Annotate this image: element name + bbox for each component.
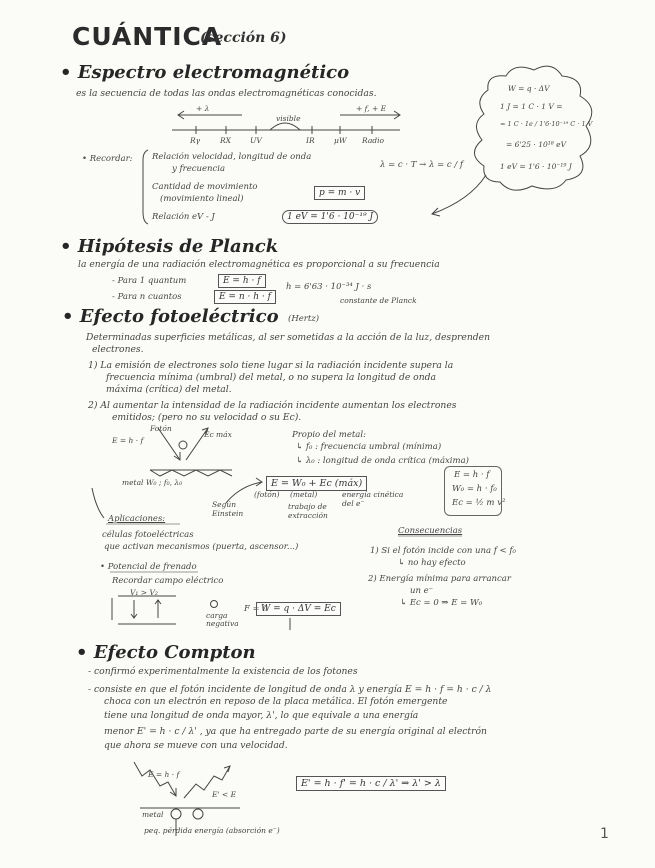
frenado-subtitle: Recordar campo eléctrico bbox=[112, 576, 224, 586]
side-eq-1: E = h · f bbox=[454, 470, 490, 480]
spectrum-heading: • Espectro electromagnético bbox=[60, 62, 350, 83]
page-subtitle: (sección 6) bbox=[200, 30, 287, 46]
planck-n-box: E = n · h · f bbox=[214, 290, 276, 304]
point-1-line-2: frecuencia mínima (umbral) del metal, o no supera la longitud de onda bbox=[106, 372, 436, 383]
aplicacion-2: que activan mecanismos (puerta, ascensor...) bbox=[104, 542, 299, 552]
compton-line-1: - confirmó experimentalmente la existencia de los fotones bbox=[88, 666, 358, 677]
compton-line-6: que ahora se mueve con una velocidad. bbox=[104, 740, 288, 751]
compton-equation-box: E' = h · f' = h · c / λ' ⇒ λ' > λ bbox=[296, 776, 446, 791]
f0-definition: ↳ f₀ : frecuencia umbral (mínima) bbox=[296, 442, 442, 452]
page-title: CUÁNTICA bbox=[72, 22, 223, 51]
frenado-heading: • Potencial de frenado bbox=[100, 562, 197, 572]
consecuencia-2c: ↳ Ec = 0 ⇒ E = W₀ bbox=[400, 598, 483, 608]
hertz-label: (Hertz) bbox=[288, 314, 320, 324]
visible-label: visible bbox=[276, 114, 301, 123]
cloud-line-3: = 1 C · 1e / 1'6·10⁻¹⁹ C · 1 V bbox=[500, 120, 593, 128]
visible-bracket bbox=[270, 123, 300, 130]
band-radio: Radio bbox=[362, 136, 385, 145]
compton-line-3: choca con un electrón en reposo de la placa metálica. El fotón emergente bbox=[104, 696, 448, 707]
momentum-equation-box: p = m · v bbox=[314, 186, 365, 200]
einstein-equation-box: E = W₀ + Ec (máx) bbox=[266, 476, 367, 491]
consecuencia-1: 1) Si el fotón incide con una f < f₀ bbox=[370, 546, 516, 556]
compton-line-2: - consiste en que el fotón incidente de longitud de onda λ y energía E = h · f = h · c / λ bbox=[88, 684, 492, 695]
band-ir: IR bbox=[306, 136, 315, 145]
photoelectric-def-1: Determinadas superficies metálicas, al ser sometidas a la acción de la luz, desprenden bbox=[86, 332, 491, 343]
relation-1-line-1: Relación velocidad, longitud de onda bbox=[152, 152, 312, 162]
planck-constant-name: constante de Planck bbox=[340, 296, 417, 305]
consecuencia-2: 2) Energía mínima para arrancar bbox=[368, 574, 511, 584]
photoelectric-def-2: electrones. bbox=[92, 344, 144, 355]
lambda0-definition: ↳ λ₀ : longitud de onda crítica (máxima) bbox=[296, 456, 469, 466]
band-uv: UV bbox=[250, 136, 262, 145]
consecuencias-heading: Consecuencias bbox=[398, 526, 463, 536]
compton-heading: • Efecto Compton bbox=[76, 642, 256, 663]
frenado-work-box: W = q · ΔV = Ec bbox=[256, 602, 341, 616]
cloud-line-1: W = q · ΔV bbox=[508, 84, 550, 93]
cloud-line-4: = 6'25 · 10¹⁸ eV bbox=[506, 140, 566, 149]
label-metal: (metal) bbox=[290, 490, 318, 499]
photon-energy-label: E = h · f bbox=[112, 436, 144, 445]
frenado-v1v2: V₁ > V₂ bbox=[130, 588, 158, 597]
arrow-right-label: + f, + E bbox=[356, 104, 387, 113]
incident-photon bbox=[134, 762, 176, 796]
band-rx: RX bbox=[220, 136, 231, 145]
planck-definition: la energía de una radiación electromagnética es proporcional a su frecuencia bbox=[78, 259, 440, 270]
compton-scattered-energy: E' < E bbox=[212, 790, 237, 799]
point-2-line-2: emitidos; (pero no su velocidad o su Ec). bbox=[112, 412, 302, 423]
side-eq-2: W₀ = h · f₀ bbox=[452, 484, 497, 494]
carga-negativa: carga negativa bbox=[206, 611, 239, 628]
recordar-label: • Recordar: bbox=[82, 154, 133, 164]
arrow-left-label: + λ bbox=[196, 104, 210, 113]
relation-1-line-2: y frecuencia bbox=[172, 164, 226, 174]
metal-label: metal W₀ ; f₀, λ₀ bbox=[122, 478, 183, 487]
planck-quantum-box: E = h · f bbox=[218, 274, 266, 288]
ev-joule-box: 1 eV = 1'6 · 10⁻¹⁹ J bbox=[282, 210, 378, 224]
photon-label: Fotón bbox=[150, 424, 172, 433]
cloud-line-5: 1 eV = 1'6 · 10⁻¹⁹ J bbox=[500, 162, 572, 171]
photoelectric-heading: • Efecto fotoeléctrico bbox=[62, 306, 279, 327]
compton-line-4: tiene una longitud de onda mayor, λ', lo que equivale a una energía bbox=[104, 710, 419, 721]
band-ray-gamma: Rγ bbox=[190, 136, 201, 145]
relation-1-equation: λ = c · T → λ = c / f bbox=[380, 160, 464, 170]
point-1-line-3: máxima (crítica) del metal. bbox=[106, 384, 232, 395]
ecmax-label: Ec máx bbox=[204, 430, 232, 439]
planck-heading: • Hipótesis de Planck bbox=[60, 236, 279, 257]
propio-metal: Propio del metal: bbox=[292, 430, 366, 440]
consecuencia-2b: un e⁻ bbox=[410, 586, 434, 596]
consecuencia-1b: ↳ no hay efecto bbox=[398, 558, 466, 568]
recordar-brace bbox=[143, 150, 148, 224]
compton-line-5: menor E' = h · c / λ' , ya que ha entregado parte de su energía original al electrón bbox=[104, 726, 487, 737]
label-foton: (fotón) bbox=[254, 490, 280, 499]
cloud-arrow bbox=[432, 175, 486, 214]
aplicaciones-heading: Aplicaciones: bbox=[108, 514, 166, 524]
band-uw: μW bbox=[334, 136, 347, 145]
planck-constant: h = 6'63 · 10⁻³⁴ J · s bbox=[286, 282, 372, 292]
page-number: 1 bbox=[600, 826, 609, 842]
point-2-line-1: 2) Al aumentar la intensidad de la radiación incidente aumentan los electrones bbox=[88, 400, 457, 411]
cloud-line-2: 1 J = 1 C · 1 V = bbox=[500, 102, 563, 111]
label-trabajo: trabajo de extracción bbox=[288, 502, 328, 520]
planck-quantum-label: - Para 1 quantum bbox=[112, 276, 187, 286]
relation-3-label: Relación eV - J bbox=[152, 212, 215, 222]
side-eq-box bbox=[444, 466, 502, 516]
point-1-line-1: 1) La emisión de electrones solo tiene lugar si la radiación incidente supera la bbox=[88, 360, 454, 371]
compton-metal-label: metal bbox=[142, 810, 164, 819]
relation-2-line-2: (movimiento lineal) bbox=[160, 194, 244, 204]
label-energia: energía cinética del e⁻ bbox=[342, 490, 404, 508]
force-zero: F = 0 bbox=[244, 604, 268, 614]
compton-incident-energy: E = h · f bbox=[148, 770, 180, 779]
aplicacion-1: células fotoeléctricas bbox=[102, 530, 194, 540]
segun-einstein: Según Einstein bbox=[212, 500, 244, 518]
compton-note: peq. pérdida energía (absorción e⁻) bbox=[144, 826, 280, 835]
spectrum-definition: es la secuencia de todas las ondas electromagnéticas conocidas. bbox=[76, 88, 377, 99]
planck-n-label: - Para n cuantos bbox=[112, 292, 182, 302]
side-eq-3: Ec = ½ m v² bbox=[452, 498, 506, 508]
relation-2-line-1: Cantidad de movimiento bbox=[152, 182, 258, 192]
